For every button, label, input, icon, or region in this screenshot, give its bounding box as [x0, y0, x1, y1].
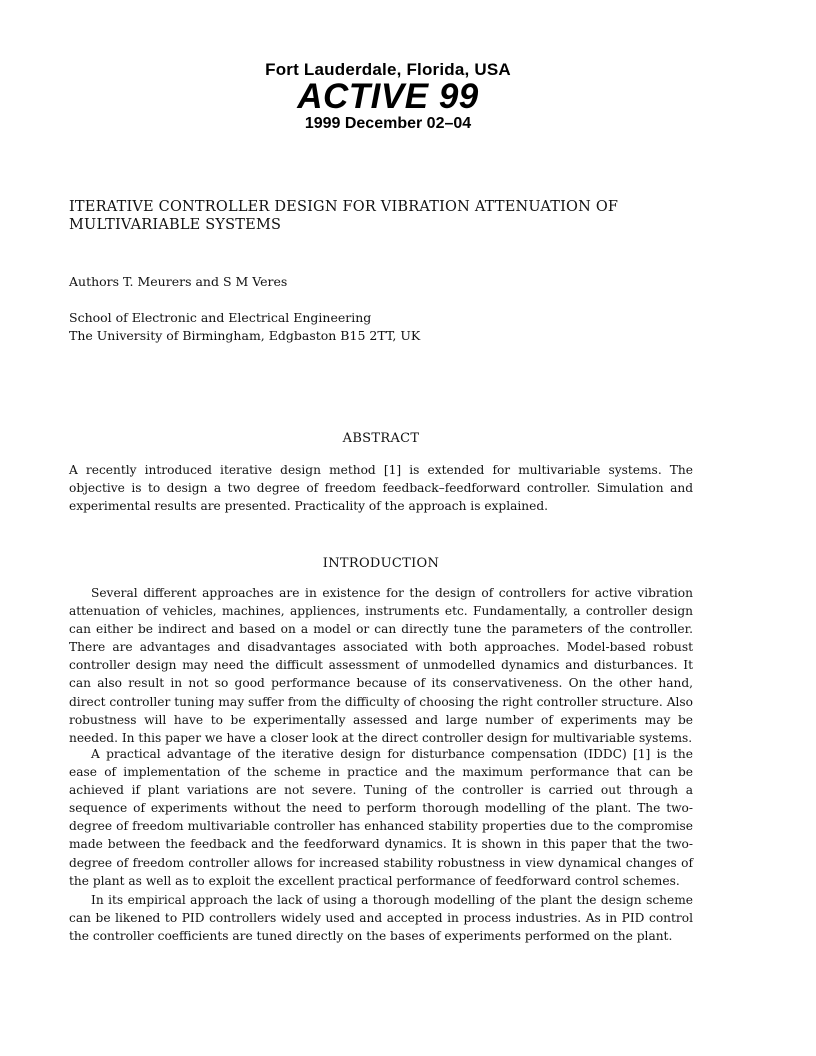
abstract-text: A recently introduced iterative design method [1] is extended for multivariable systems. The objective is to design a two degree of freedom feedback–feedforward controller. Simulation and experimental results are presented. Practicality of the approach is explained. — [69, 463, 693, 514]
paper-title: ITERATIVE CONTROLLER DESIGN FOR VIBRATION ATTENUATION OF MULTIVARIABLE SYSTEMS — [69, 199, 619, 233]
conference-location: Fort Lauderdale, Florida, USA — [265, 60, 511, 79]
affiliation-university: The University of Birmingham, Edgbaston B15 2TT, UK — [69, 328, 421, 343]
intro-paragraph-2: A practical advantage of the iterative design for disturbance compensation (IDDC) [1] is the ease of implementation of the scheme in practice and the maximum performance that can be achieved if plant variations are not severe. Tuning of the controller is carried out through a sequence of experiments without the need to perform thorough modelling of the plant. The two-degree of freedom multivariable controller has enhanced stability properties due to the compromise made between the feedback and the feedforward dynamics. It is shown in this paper that the two-degree of freedom controller allows for increased stability robustness in view dynamical changes of the plant as well as to exploit the excellent practical performance of feedforward control schemes. — [69, 747, 693, 888]
affiliation — [69, 309, 420, 345]
intro-paragraph-1: Several different approaches are in existence for the design of controllers for active vibration attenuation of vehicles, machines, appliences, instruments etc. Fundamentally, a controller design can either be indirect and based on a model or can directly tune the parameters of the controller. There are advantages and disadvantages associated with both approaches. Model-based robust controller design may need the difficult assessment of unmodelled dynamics and disturbances. It can also result in not so good performance because of its conservativeness. On the other hand, direct controller tuning may suffer from the difficulty of choosing the right controller structure. Also robustness will have to be experimentally assessed and large number of experiments may be needed. In this paper we have a closer look at the direct controller design for multivariable systems. — [69, 586, 693, 745]
conference-dates: 1999 December 02–04 — [304, 115, 472, 132]
affiliation-department: School of Electronic and Electrical Engineering — [69, 310, 372, 325]
conference-name: ACTIVE 99 — [297, 77, 479, 116]
intro-paragraph-3: In its empirical approach the lack of using a thorough modelling of the plant the design scheme can be likened to PID controllers widely used and accepted in process industries. As in PID control the controller coefficients are tuned directly on the bases of experiments performed on the plant. — [69, 893, 693, 944]
abstract-heading: ABSTRACT — [342, 431, 420, 446]
authors: Authors T. Meurers and S M Veres — [69, 274, 288, 289]
conference-logo — [248, 60, 528, 138]
introduction-heading: INTRODUCTION — [322, 556, 440, 571]
